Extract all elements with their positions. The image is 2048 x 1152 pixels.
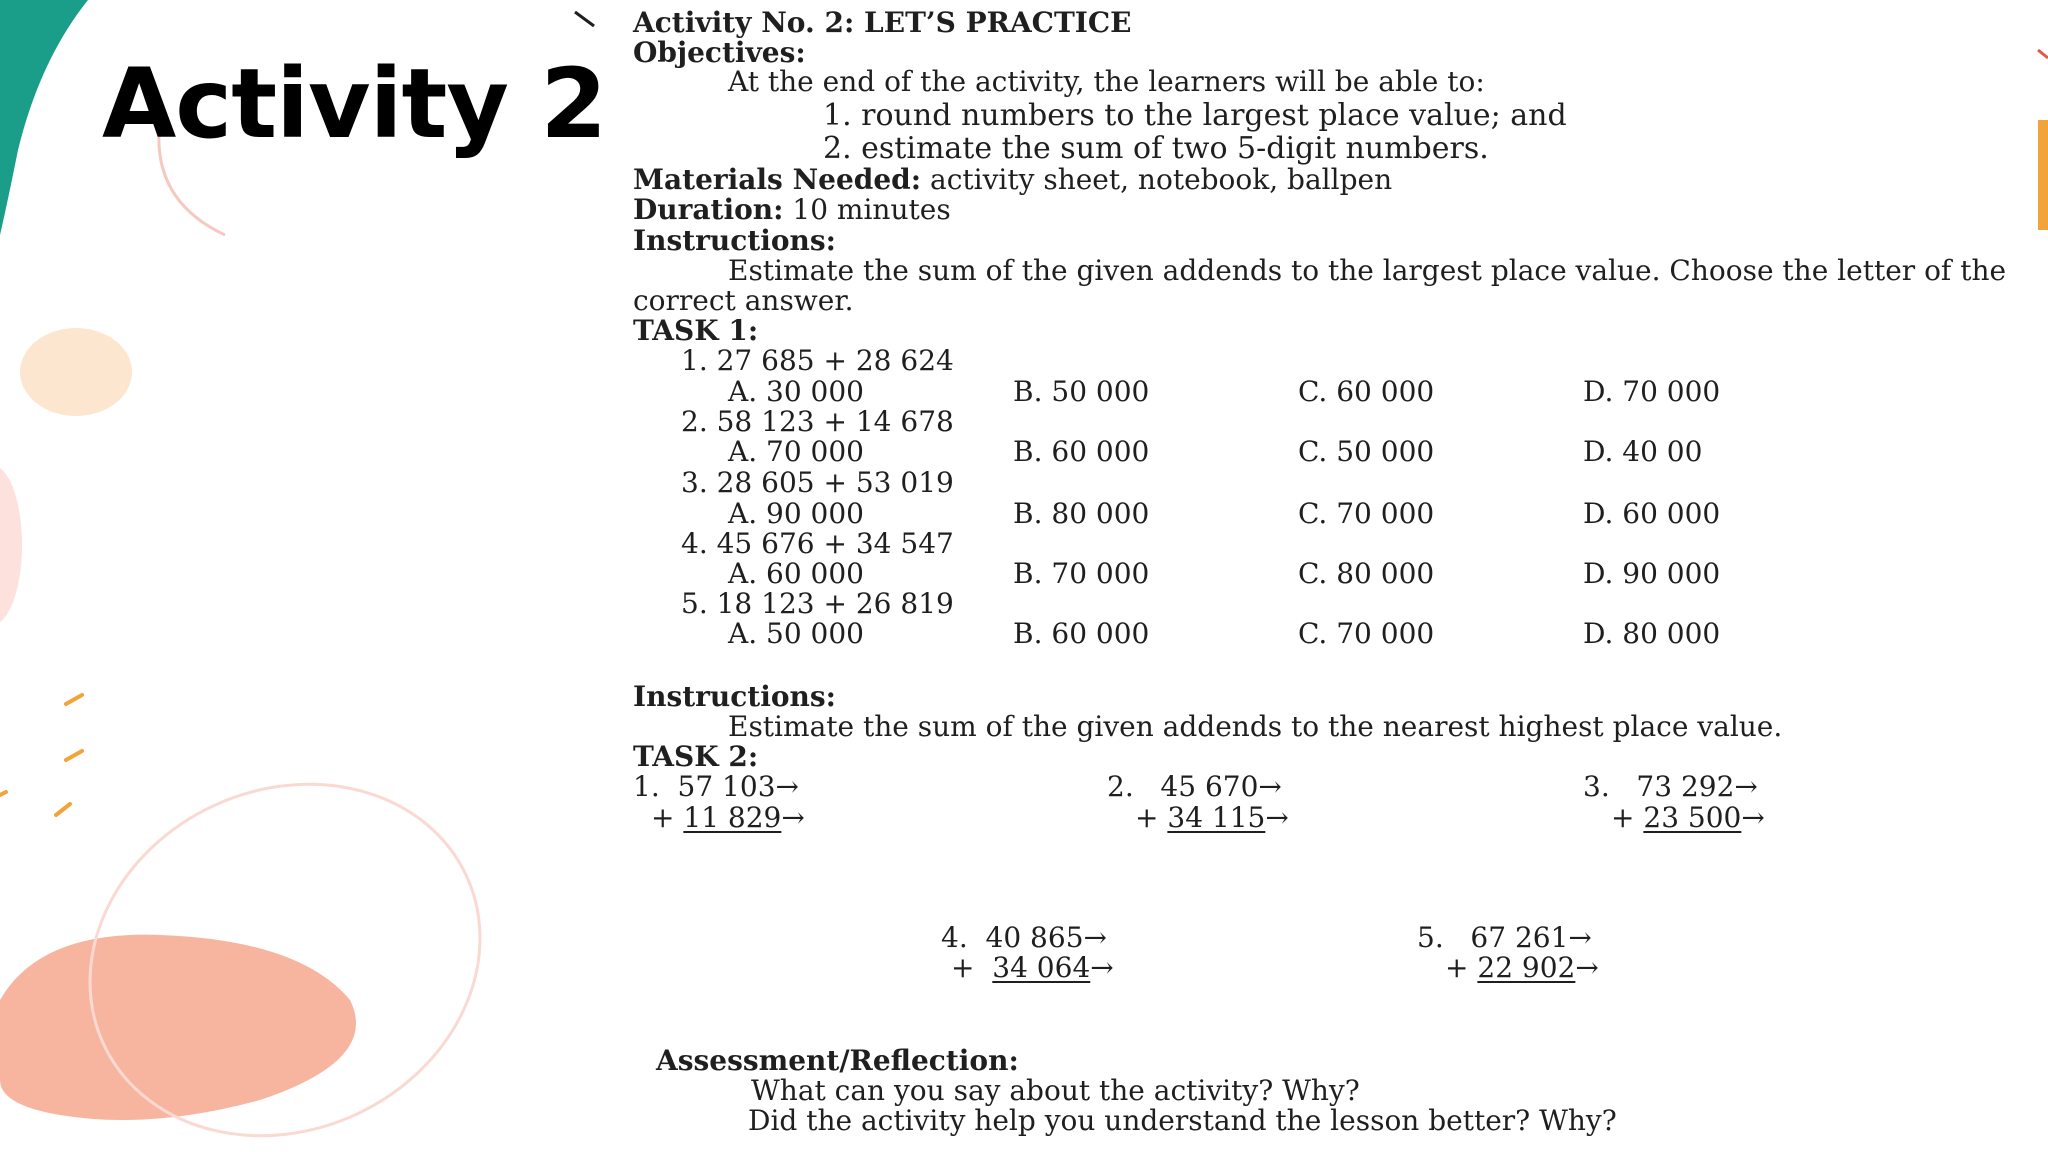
task2-instructions: Estimate the sum of the given addends to the nearest highest place value. bbox=[728, 710, 1783, 743]
choice-a: A. 30 000 bbox=[728, 375, 864, 408]
task1-question: 2. 58 123 + 14 678 bbox=[681, 405, 954, 438]
choice-c: C. 70 000 bbox=[1298, 497, 1435, 530]
item-number: 4. bbox=[941, 921, 968, 954]
task2-item bbox=[1107, 770, 1282, 803]
task2-item bbox=[1417, 921, 1592, 954]
arrow-icon: → bbox=[1083, 921, 1107, 954]
task2-item-addend-row bbox=[951, 951, 1114, 984]
choice-b: B. 50 000 bbox=[1013, 375, 1150, 408]
choice-a: A. 50 000 bbox=[728, 617, 864, 650]
objective-item: 1. round numbers to the largest place value; and bbox=[823, 98, 1567, 133]
task1-question: 3. 28 605 + 53 019 bbox=[681, 466, 954, 499]
arrow-icon: → bbox=[1568, 921, 1592, 954]
choice-d: D. 40 00 bbox=[1583, 435, 1703, 468]
task1-instructions-continued: correct answer. bbox=[633, 284, 854, 317]
arrow-icon: → bbox=[1258, 770, 1282, 803]
task1-label: TASK 1: bbox=[633, 314, 759, 347]
item-number: 5. bbox=[1417, 921, 1444, 954]
task2-item-addend-row bbox=[1445, 951, 1599, 984]
addend: 57 103 bbox=[677, 770, 776, 803]
item-number: 1. bbox=[633, 770, 660, 803]
duration-row bbox=[633, 193, 951, 226]
worksheet-heading: Activity No. 2: LET’S PRACTICE bbox=[633, 6, 1132, 39]
objective-item: 2. estimate the sum of two 5-digit numbers. bbox=[823, 131, 1489, 166]
choice-b: B. 80 000 bbox=[1013, 497, 1150, 530]
materials-label: Materials Needed: bbox=[633, 163, 922, 196]
addend: 22 902 bbox=[1477, 951, 1576, 984]
plus-sign: + bbox=[1611, 801, 1635, 834]
task1-question: 5. 18 123 + 26 819 bbox=[681, 587, 954, 620]
plus-sign: + bbox=[1135, 801, 1159, 834]
arrow-icon: → bbox=[775, 770, 799, 803]
choice-a: A. 60 000 bbox=[728, 557, 864, 590]
choice-d: D. 80 000 bbox=[1583, 617, 1721, 650]
item-number: 3. bbox=[1583, 770, 1610, 803]
choice-a: A. 70 000 bbox=[728, 435, 864, 468]
task2-item-addend-row bbox=[1135, 801, 1289, 834]
slide-title: Activity 2 bbox=[102, 48, 607, 160]
duration-label: Duration: bbox=[633, 193, 784, 226]
objectives-intro: At the end of the activity, the learners will be able to: bbox=[728, 65, 1485, 98]
choice-d: D. 70 000 bbox=[1583, 375, 1721, 408]
arrow-icon: → bbox=[1734, 770, 1758, 803]
arrow-icon: → bbox=[1575, 951, 1599, 984]
addend: 34 064 bbox=[992, 951, 1091, 984]
choice-b: B. 60 000 bbox=[1013, 435, 1150, 468]
plus-sign: + bbox=[651, 801, 675, 834]
task2-item bbox=[941, 921, 1107, 954]
addend: 40 865 bbox=[985, 921, 1084, 954]
arrow-icon: → bbox=[1265, 801, 1289, 834]
task2-item bbox=[1583, 770, 1758, 803]
task1-question: 1. 27 685 + 28 624 bbox=[681, 344, 954, 377]
choice-d: D. 60 000 bbox=[1583, 497, 1721, 530]
arrow-icon: → bbox=[1741, 801, 1765, 834]
objectives-label: Objectives: bbox=[633, 36, 806, 69]
choice-c: C. 60 000 bbox=[1298, 375, 1435, 408]
assessment-question: Did the activity help you understand the lesson better? Why? bbox=[748, 1104, 1617, 1137]
addend: 23 500 bbox=[1643, 801, 1742, 834]
task1-question: 4. 45 676 + 34 547 bbox=[681, 527, 954, 560]
item-number: 2. bbox=[1107, 770, 1134, 803]
duration-value: 10 minutes bbox=[792, 193, 951, 226]
arrow-icon: → bbox=[1090, 951, 1114, 984]
materials-value: activity sheet, notebook, ballpen bbox=[930, 163, 1393, 196]
assessment-label: Assessment/Reflection: bbox=[656, 1044, 1019, 1077]
choice-b: B. 70 000 bbox=[1013, 557, 1150, 590]
task1-instructions: Estimate the sum of the given addends to the largest place value. Choose the letter of the bbox=[728, 254, 2007, 287]
addend: 34 115 bbox=[1167, 801, 1266, 834]
plus-sign: + bbox=[951, 951, 975, 984]
choice-b: B. 60 000 bbox=[1013, 617, 1150, 650]
arrow-icon: → bbox=[781, 801, 805, 834]
materials-row bbox=[633, 163, 1393, 196]
addend: 73 292 bbox=[1636, 770, 1735, 803]
task2-label: TASK 2: bbox=[633, 740, 759, 773]
choice-c: C. 70 000 bbox=[1298, 617, 1435, 650]
assessment-question: What can you say about the activity? Why? bbox=[751, 1074, 1360, 1107]
task2-instructions-label: Instructions: bbox=[633, 680, 837, 713]
choice-c: C. 80 000 bbox=[1298, 557, 1435, 590]
choice-a: A. 90 000 bbox=[728, 497, 864, 530]
addend: 67 261 bbox=[1470, 921, 1569, 954]
addend: 45 670 bbox=[1160, 770, 1259, 803]
addend: 11 829 bbox=[683, 801, 782, 834]
task2-item-addend-row bbox=[1611, 801, 1765, 834]
choice-d: D. 90 000 bbox=[1583, 557, 1721, 590]
choice-c: C. 50 000 bbox=[1298, 435, 1435, 468]
plus-sign: + bbox=[1445, 951, 1469, 984]
instructions-label: Instructions: bbox=[633, 224, 837, 257]
task2-item bbox=[633, 770, 799, 803]
task2-item-addend-row bbox=[651, 801, 805, 834]
